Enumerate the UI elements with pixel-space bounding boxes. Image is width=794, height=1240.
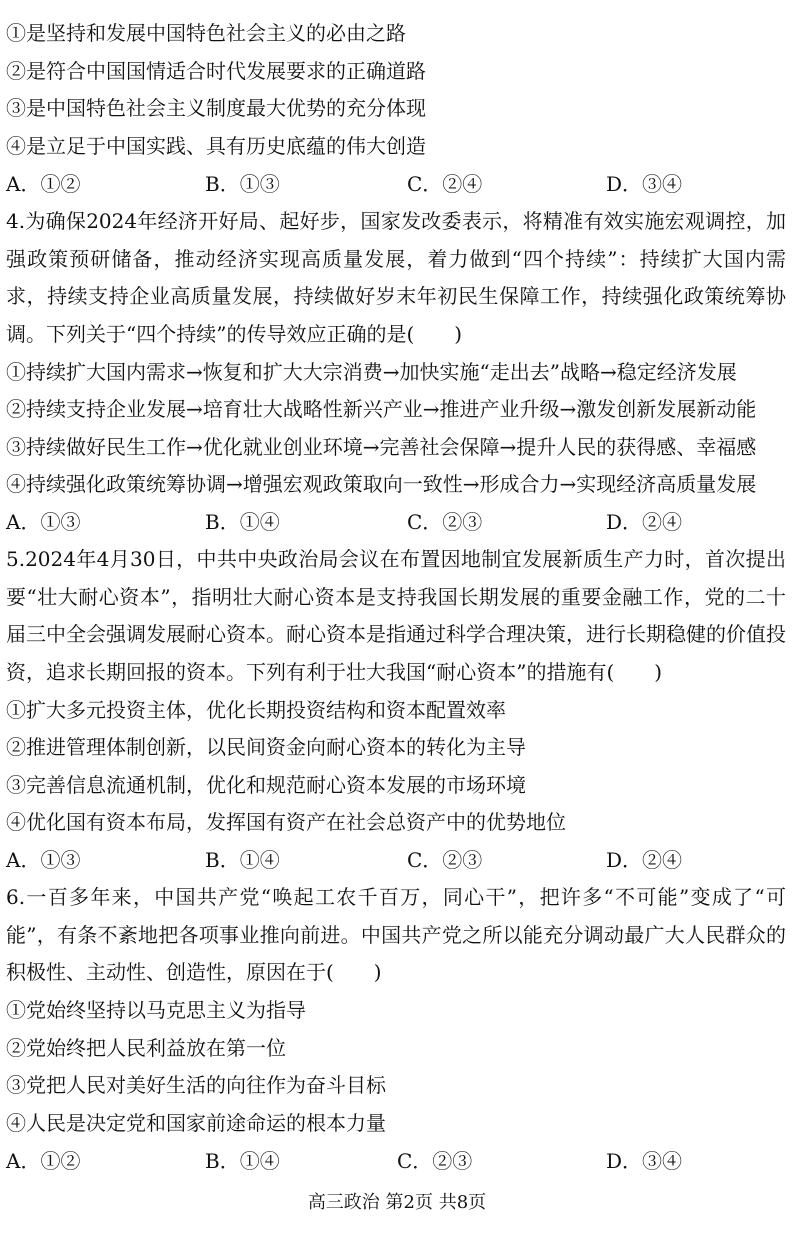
q6-item-4: ④人民是决定党和国家前途命运的根本力量 <box>6 1111 386 1135</box>
q3-item-1: ①是坚持和发展中国特色社会主义的必由之路 <box>6 21 406 45</box>
q6-item-1: ①党始终坚持以马克思主义为指导 <box>6 998 306 1022</box>
q4-option-c: C．②③ <box>407 510 483 534</box>
q3-item-3: ③是中国特色社会主义制度最大优势的充分体现 <box>6 96 426 120</box>
q4-item-2: ②持续支持企业发展→培育壮大战略性新兴产业→推进产业升级→激发创新发展新动能 <box>6 397 757 421</box>
q4-options <box>6 510 786 534</box>
q6-option-d: D．③④ <box>606 1149 683 1173</box>
q5-options <box>6 848 786 872</box>
q6-option-c: C．②③ <box>397 1149 473 1173</box>
q5-option-c: C．②③ <box>407 848 483 872</box>
q5-item-1: ①扩大多元投资主体，优化长期投资结构和资本配置效率 <box>6 698 506 722</box>
q3-item-4: ④是立足于中国实践、具有历史底蕴的伟大创造 <box>6 134 426 158</box>
q6-item-3: ③党把人民对美好生活的向往作为奋斗目标 <box>6 1073 386 1097</box>
q4-item-4: ④持续强化政策统筹协调→增强宏观政策取向一致性→形成合力→实现经济高质量发展 <box>6 472 757 496</box>
q6-stem: 6.一百多年来，中国共产党“唤起工农千百万，同心干”，把许多“不可能”变成了“可能”，有条不紊地把各项事业推向前进。中国共产党之所以能充分调动最广大人民群众的积极性、主动性、创造性，原因在于( ) <box>6 885 786 984</box>
q5-option-b: B．①④ <box>205 848 280 872</box>
q6-options <box>6 1149 786 1173</box>
q4-item-3: ③持续做好民生工作→优化就业创业环境→完善社会保障→提升人民的获得感、幸福感 <box>6 435 757 459</box>
q4-option-d: D．②④ <box>606 510 683 534</box>
q4-option-b: B．①④ <box>205 510 280 534</box>
q3-options <box>6 172 786 196</box>
page-footer: 高三政治 第2页 共8页 <box>307 1192 487 1213</box>
q5-item-2: ②推进管理体制创新，以民间资金向耐心资本的转化为主导 <box>6 735 526 759</box>
q3-item-2: ②是符合中国国情适合时代发展要求的正确道路 <box>6 59 426 83</box>
q5-stem: 5.2024年4月30日，中共中央政治局会议在布置因地制宜发展新质生产力时，首次提出要“壮大耐心资本”，指明壮大耐心资本是支持我国长期发展的重要金融工作，党的二十届三中全会强调发展耐心资本。耐心资本是指通过科学合理决策，进行长期稳健的价值投资，追求长期回报的资本。下列有利于壮大我国“耐心资本”的措施有( ) <box>6 547 786 684</box>
q5-item-4: ④优化国有资本布局，发挥国有资产在社会总资产中的优势地位 <box>6 810 566 834</box>
q3-option-a: A．①② <box>6 172 81 196</box>
q5-option-a: A．①③ <box>6 848 81 872</box>
q4-option-a: A．①③ <box>6 510 81 534</box>
q6-option-b: B．①④ <box>205 1149 280 1173</box>
q5-item-3: ③完善信息流通机制，优化和规范耐心资本发展的市场环境 <box>6 773 526 797</box>
q4-item-1: ①持续扩大国内需求→恢复和扩大大宗消费→加快实施“走出去”战略→稳定经济发展 <box>6 360 737 384</box>
q5-option-d: D．②④ <box>606 848 683 872</box>
q3-option-d: D．③④ <box>606 172 683 196</box>
q4-stem: 4.为确保2024年经济开好局、起好步，国家发改委表示，将精准有效实施宏观调控，加强政策预研储备，推动经济实现高质量发展，着力做到“四个持续”：持续扩大国内需求，持续支持企业高质量发展，持续做好岁末年初民生保障工作，持续强化政策统筹协调。下列关于“四个持续”的传导效应正确的是( ) <box>6 209 786 346</box>
q6-option-a: A．①② <box>6 1149 81 1173</box>
q3-option-c: C．②④ <box>407 172 483 196</box>
q6-item-2: ②党始终把人民利益放在第一位 <box>6 1036 286 1060</box>
q3-option-b: B．①③ <box>205 172 280 196</box>
